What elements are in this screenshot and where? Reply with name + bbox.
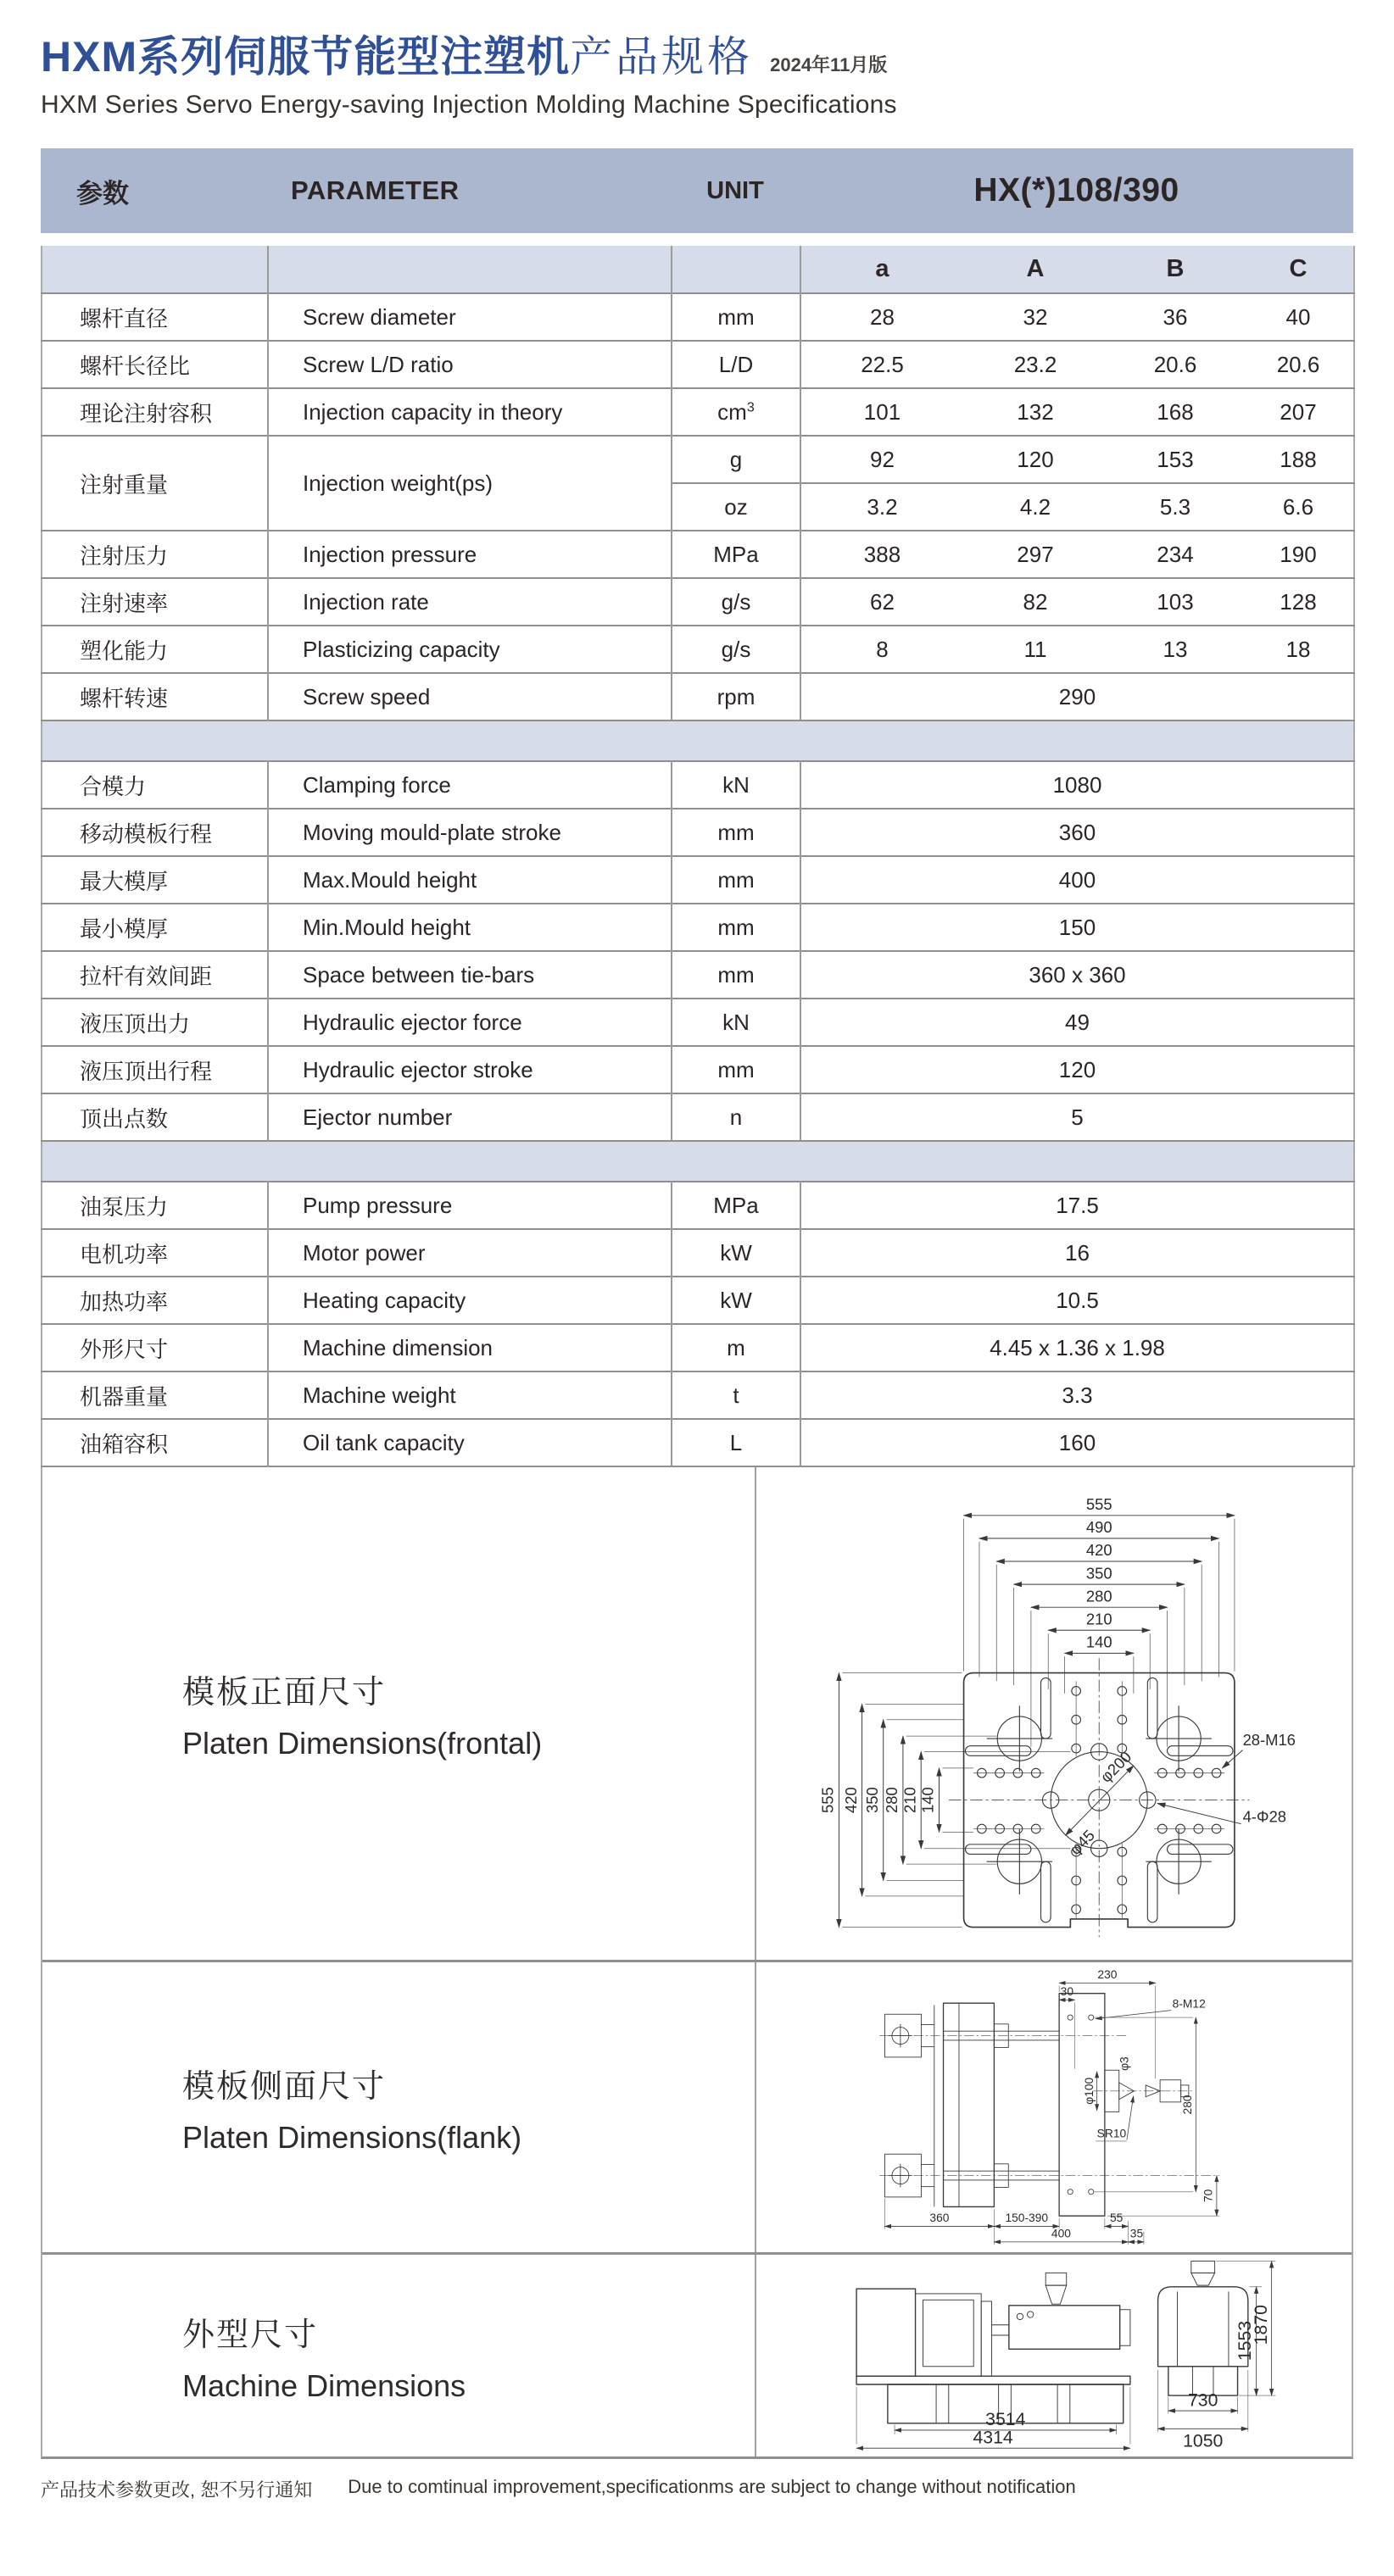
param-en: Clamping force (268, 761, 672, 809)
value-span: 1080 (800, 761, 1354, 809)
section-title-block (42, 2255, 756, 2456)
tie-bar-axes (879, 2036, 1219, 2176)
param-zh: 注射重量 (42, 436, 268, 531)
table-row (42, 531, 1354, 578)
table-row (42, 1277, 1354, 1324)
table-row (42, 904, 1354, 951)
table-row (42, 999, 1354, 1046)
dim-label: 1050 (1183, 2430, 1224, 2451)
param-en: Hydraulic ejector force (268, 999, 672, 1046)
value-span: 150 (800, 904, 1354, 951)
section-title-zh: 外型尺寸 (182, 2317, 319, 2353)
dim-label: 280 (883, 1786, 901, 1813)
value-A: 32 (963, 293, 1107, 341)
dim-label: 420 (1085, 1540, 1112, 1559)
dim-label-phi100: φ100 (1082, 2077, 1096, 2105)
footer-note-zh: 产品技术参数更改, 恕不另行通知 (41, 2479, 313, 2501)
value-C: 20.6 (1243, 341, 1354, 388)
unit-cell: L/D (672, 341, 800, 388)
param-en: Motor power (268, 1229, 672, 1277)
unit-cell: kN (672, 761, 800, 809)
table-row (42, 1324, 1354, 1371)
unit-cell: kW (672, 1277, 800, 1324)
dim-label: 140 (918, 1786, 937, 1813)
param-en: Moving mould-plate stroke (268, 809, 672, 856)
footer-note (41, 2476, 1353, 2502)
hole-callouts (1157, 1730, 1296, 1825)
unit-cell: g (672, 436, 800, 483)
table-row (42, 388, 1354, 436)
param-en: Min.Mould height (268, 904, 672, 951)
param-zh: 塑化能力 (42, 626, 268, 673)
dim-label: 350 (862, 1786, 881, 1813)
value-C: 190 (1243, 531, 1354, 578)
section-separator (42, 721, 1354, 761)
variant-C: C (1243, 246, 1354, 293)
table-row (42, 293, 1354, 341)
tie-bars (944, 2031, 1060, 2180)
param-zh: 油泵压力 (42, 1182, 268, 1229)
param-zh: 螺杆长径比 (42, 341, 268, 388)
value-span: 360 x 360 (800, 951, 1354, 999)
unit-cell: mm (672, 1046, 800, 1093)
param-zh: 最小模厚 (42, 904, 268, 951)
dim-label-sr10: SR10 (1096, 2126, 1127, 2140)
dim-label: 400 (1051, 2226, 1071, 2240)
dim-label: 210 (1085, 1610, 1112, 1628)
flank-dimensions (884, 1967, 1218, 2245)
page-title-zh: HXM系列伺服节能型注塑机 (41, 33, 571, 81)
param-zh: 合模力 (42, 761, 268, 809)
param-zh: 理论注射容积 (42, 388, 268, 436)
callout-label-m16: 28-M16 (1242, 1730, 1296, 1749)
table-row (42, 856, 1354, 904)
param-en: Space between tie-bars (268, 951, 672, 999)
subheader-spacer (268, 246, 672, 293)
dim-label: 30 (1060, 1984, 1074, 1998)
dim-label: 1553 (1235, 2320, 1256, 2361)
dim-label: 360 (929, 2211, 950, 2225)
platen-flank-drawing (872, 1967, 1236, 2247)
value-a: 62 (800, 578, 963, 626)
unit-cell: mm (672, 951, 800, 999)
value-span: 4.45 x 1.36 x 1.98 (800, 1324, 1354, 1371)
table-row (42, 1371, 1354, 1419)
header-model: HX(*)108/390 (973, 172, 1179, 209)
section-separator (42, 1141, 1354, 1182)
param-zh: 液压顶出力 (42, 999, 268, 1046)
param-zh: 螺杆直径 (42, 293, 268, 341)
dim-label: 420 (841, 1786, 860, 1813)
unit-cell: g/s (672, 578, 800, 626)
dim-label: 3514 (985, 2408, 1026, 2429)
param-en: Ejector number (268, 1093, 672, 1141)
section-title-zh: 模板正面尺寸 (182, 1675, 387, 1711)
unit-cell: t (672, 1371, 800, 1419)
value-C: 6.6 (1243, 483, 1354, 531)
param-en: Pump pressure (268, 1182, 672, 1229)
header-param-en: PARAMETER (291, 175, 460, 205)
diagram-cell (756, 2255, 1352, 2456)
section-title-en: Platen Dimensions(flank) (182, 2119, 522, 2155)
unit-cell: mm (672, 293, 800, 341)
table-row (42, 1229, 1354, 1277)
value-span: 5 (800, 1093, 1354, 1141)
left-dimension-chain (819, 1672, 1071, 1927)
subheader-spacer (42, 246, 268, 293)
param-en: Injection capacity in theory (268, 388, 672, 436)
dim-label: 55 (1109, 2211, 1124, 2225)
dim-label: 350 (1085, 1563, 1112, 1582)
value-span: 160 (800, 1419, 1354, 1466)
section-platen-frontal (42, 1467, 1352, 1960)
table-row (42, 1046, 1354, 1093)
unit-cell: m (672, 1324, 800, 1371)
unit-cell: kW (672, 1229, 800, 1277)
unit-base: cm (717, 398, 747, 425)
table-row (42, 951, 1354, 999)
value-span: 49 (800, 999, 1354, 1046)
value-B: 103 (1107, 578, 1243, 626)
param-en: Injection rate (268, 578, 672, 626)
unit-cell: mm (672, 856, 800, 904)
page-title (41, 34, 753, 81)
unit-cell: mm (672, 809, 800, 856)
clamp-housing-fragment (884, 2006, 934, 2207)
value-C: 128 (1243, 578, 1354, 626)
dim-label: 150-390 (1005, 2211, 1049, 2225)
param-zh: 螺杆转速 (42, 673, 268, 721)
value-a: 101 (800, 388, 963, 436)
callout-label-m12: 8-M12 (1172, 1996, 1206, 2011)
variant-subheader-row (42, 246, 1354, 293)
value-span: 290 (800, 673, 1354, 721)
page-subtitle-en: HXM Series Servo Energy-saving Injection Molding Machine Specifications (41, 91, 897, 119)
param-zh: 油箱容积 (42, 1419, 268, 1466)
variant-A: A (963, 246, 1107, 293)
unit-cell: MPa (672, 1182, 800, 1229)
header-param-zh: 参数 (76, 178, 129, 209)
dim-label: 140 (1085, 1633, 1112, 1651)
value-C: 40 (1243, 293, 1354, 341)
dim-label: 35 (1129, 2226, 1144, 2240)
section-title-en: Machine Dimensions (182, 2367, 466, 2403)
unit-cell: L (672, 1419, 800, 1466)
value-B: 36 (1107, 293, 1243, 341)
dim-label: 210 (901, 1786, 919, 1813)
dim-label: 490 (1085, 1517, 1112, 1536)
param-zh: 外形尺寸 (42, 1324, 268, 1371)
variant-B: B (1107, 246, 1243, 293)
param-zh: 拉杆有效间距 (42, 951, 268, 999)
value-a: 388 (800, 531, 963, 578)
value-span: 360 (800, 809, 1354, 856)
value-a: 28 (800, 293, 963, 341)
footer-note-en: Due to comtinual improvement,specificationms are subject to change without notification (348, 2476, 1076, 2497)
unit-cell: mm (672, 904, 800, 951)
dim-label: 280 (1085, 1586, 1112, 1605)
value-B: 153 (1107, 436, 1243, 483)
value-B: 168 (1107, 388, 1243, 436)
dim-label: 555 (1085, 1494, 1112, 1513)
dim-label-phi200: φ200 (1096, 1747, 1135, 1786)
param-en: Oil tank capacity (268, 1419, 672, 1466)
table-row (42, 626, 1354, 673)
table-header-band (41, 148, 1353, 233)
param-en: Heating capacity (268, 1277, 672, 1324)
table-row (42, 578, 1354, 626)
value-A: 82 (963, 578, 1107, 626)
unit-sup: 3 (746, 398, 755, 414)
value-C: 188 (1243, 436, 1354, 483)
value-B: 5.3 (1107, 483, 1243, 531)
table-row (42, 1093, 1354, 1141)
table-row (42, 673, 1354, 721)
centerlines (949, 1658, 1249, 1937)
table-row (42, 436, 1354, 483)
dim-label: 230 (1097, 1967, 1118, 1982)
dim-label: 730 (1187, 2389, 1218, 2410)
param-en: Injection weight(ps) (268, 436, 672, 531)
unit-cell: kN (672, 999, 800, 1046)
param-zh: 电机功率 (42, 1229, 268, 1277)
diagram-cell (756, 1962, 1352, 2252)
section-machine-dimensions (42, 2252, 1352, 2456)
value-span: 120 (800, 1046, 1354, 1093)
section-title-block (42, 1467, 756, 1960)
param-en: Machine dimension (268, 1324, 672, 1371)
table-row (42, 1419, 1354, 1466)
dim-label: 4314 (973, 2426, 1013, 2447)
dim-label: 1870 (1250, 2304, 1271, 2345)
subheader-spacer (672, 246, 800, 293)
param-en: Screw L/D ratio (268, 341, 672, 388)
moving-platen-side (944, 2003, 1009, 2206)
value-A: 120 (963, 436, 1107, 483)
value-a: 3.2 (800, 483, 963, 531)
table-row (42, 761, 1354, 809)
section-platen-flank (42, 1960, 1352, 2252)
dim-label-phi3: φ3 (1117, 2056, 1131, 2071)
diagram-cell (756, 1467, 1352, 1960)
spec-table (41, 246, 1355, 1467)
param-en: Screw diameter (268, 293, 672, 341)
value-A: 297 (963, 531, 1107, 578)
param-en: Screw speed (268, 673, 672, 721)
unit-cell: n (672, 1093, 800, 1141)
diagram-sections (41, 1467, 1353, 2459)
param-en: Machine weight (268, 1371, 672, 1419)
value-a: 8 (800, 626, 963, 673)
param-zh: 顶出点数 (42, 1093, 268, 1141)
unit-cell: g/s (672, 626, 800, 673)
machine-dimensions-drawing (825, 2256, 1283, 2456)
value-B: 234 (1107, 531, 1243, 578)
machine-dimensions-labels (856, 2261, 1275, 2451)
section-title-en: Platen Dimensions(frontal) (182, 1726, 543, 1761)
value-span: 10.5 (800, 1277, 1354, 1324)
value-A: 132 (963, 388, 1107, 436)
param-zh: 液压顶出行程 (42, 1046, 268, 1093)
value-A: 4.2 (963, 483, 1107, 531)
value-a: 92 (800, 436, 963, 483)
page-title-suffix: 产品规格 (570, 33, 754, 81)
param-en: Plasticizing capacity (268, 626, 672, 673)
value-B: 13 (1107, 626, 1243, 673)
param-en: Hydraulic ejector stroke (268, 1046, 672, 1093)
dim-label: 280 (1179, 2095, 1194, 2115)
header-unit: UNIT (706, 176, 764, 204)
dim-label: 555 (818, 1786, 837, 1813)
table-row (42, 809, 1354, 856)
value-span: 16 (800, 1229, 1354, 1277)
value-B: 20.6 (1107, 341, 1243, 388)
section-title-zh: 模板侧面尺寸 (182, 2068, 387, 2105)
unit-cell (672, 388, 800, 436)
value-A: 23.2 (963, 341, 1107, 388)
value-C: 18 (1243, 626, 1354, 673)
param-zh: 加热功率 (42, 1277, 268, 1324)
variant-a: a (800, 246, 963, 293)
section-title-block (42, 1962, 756, 2252)
unit-cell: oz (672, 483, 800, 531)
platen-frontal-drawing (800, 1484, 1308, 1944)
value-A: 11 (963, 626, 1107, 673)
table-row (42, 341, 1354, 388)
title-bar (41, 34, 1353, 81)
edition-label: 2024年11月版 (770, 54, 888, 75)
dim-label: 70 (1201, 2189, 1215, 2203)
param-en: Injection pressure (268, 531, 672, 578)
param-zh: 注射压力 (42, 531, 268, 578)
value-span: 400 (800, 856, 1354, 904)
value-span: 3.3 (800, 1371, 1354, 1419)
param-en: Max.Mould height (268, 856, 672, 904)
callout-label-28: 4-Φ28 (1242, 1807, 1287, 1826)
unit-cell: rpm (672, 673, 800, 721)
machine-side-view (856, 2273, 1130, 2423)
param-zh: 最大模厚 (42, 856, 268, 904)
param-zh: 机器重量 (42, 1371, 268, 1419)
unit-cell: MPa (672, 531, 800, 578)
table-row (42, 1182, 1354, 1229)
dim-label-phi45: φ45 (1066, 1825, 1099, 1858)
value-a: 22.5 (800, 341, 963, 388)
param-zh: 注射速率 (42, 578, 268, 626)
param-zh: 移动模板行程 (42, 809, 268, 856)
value-C: 207 (1243, 388, 1354, 436)
value-span: 17.5 (800, 1182, 1354, 1229)
